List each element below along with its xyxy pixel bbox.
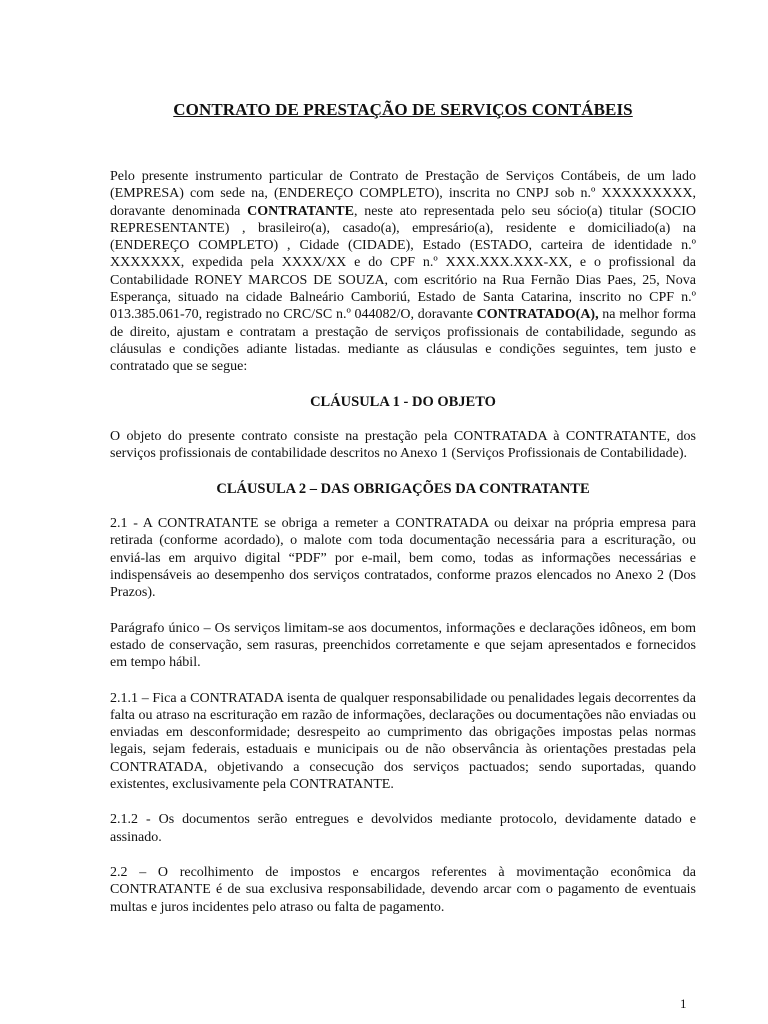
intro-text-part1: Pelo presente instrumento particular de Contrato de Prestação de Serviços Contábeis, de um lado (EMPRESA) com sede na, (ENDEREÇO COMPLETO), inscrita no CNPJ sob n.º XXXXXXXXX, doravante denominada (110, 169, 696, 219)
intro-text-part2: , neste ato representada pelo seu sócio(a) titular (SOCIO REPRESENTANTE) , brasileiro(a), casado(a), empresário(a), residente e domiciliado(a) na (ENDEREÇO COMPLETO) , Cidade (CIDADE), Estado (ESTADO, carteira de identidade n.º XXXXXXX, expedida pela XXXX/XX e do CPF n.º XXX.XXX.XXX-XX, e o profissional da Contabilidade RONEY MARCOS DE SOUZA, com escritório na Rua Fernão Dias Paes, 25, Nova Esperança, situado na cidade Balneário Camboriú, Estado de Santa Catarina, inscrito no CPF n.º 013.385.061-70, registrado no CRC/SC n.º 044082/O, doravante (110, 203, 697, 323)
contract-title: CONTRATO DE PRESTAÇÃO DE SERVIÇOS CONTÁBEIS (173, 100, 633, 119)
contratado-term: CONTRATADO(A), (476, 307, 599, 323)
document-body (110, 100, 696, 916)
clause-2-2-text: 2.2 – O recolhimento de impostos e encargos referentes à movimentação econômica da CONTRATANTE é de sua exclusiva responsabilidade, devendo arcar com o pagamento de eventuais multas e juros incidentes pelo atraso ou falta de pagamento. (110, 864, 696, 915)
clause-2-1-2-text: 2.1.2 - Os documentos serão entregues e devolvidos mediante protocolo, devidamente datado e assinado. (110, 812, 696, 845)
clause-1-text: O objeto do presente contrato consiste na prestação pela CONTRATADA à CONTRATANTE, dos serviços profissionais de contabilidade descritos no Anexo 1 (Serviços Profissionais de Contabilidade). (110, 428, 696, 461)
page-number: 1 (680, 996, 687, 1011)
clause-2-1-text: 2.1 - A CONTRATANTE se obriga a remeter a CONTRATADA ou deixar na própria empresa para retirada (conforme acordado), o malote com toda documentação necessária para a escrituração, ou enviá-las em arquivo digital “PDF” por e-mail, bem como, todas as informações necessárias e indispensáveis ao desempenho dos serviços contratados, conforme prazos elencados no Anexo 2 (Dos Prazos). (110, 516, 696, 601)
intro-paragraph (110, 168, 696, 376)
clause-2-1-1-text: 2.1.1 – Fica a CONTRATADA isenta de qualquer responsabilidade ou penalidades legais decorrentes da falta ou atraso na escrituração em razão de informações, declarações ou documentações não enviadas ou enviadas em desconformidade; desrespeito ao cumprimento das obrigações impostas pelas normas legais, sejam federais, estaduais e municipais ou de não observância às orientações prestadas pela CONTRATADA, objetivando a consecução dos serviços pactuados; sendo suportadas, quando existentes, exclusivamente pela CONTRATANTE. (110, 690, 696, 793)
intro-text-part3: na melhor forma de direito, ajustam e contratam a prestação de serviços profissionais de contabilidade, segundo as cláusulas e condições adiante listadas. mediante as cláusulas e condições seguintes, tem justo e contratado que se segue: (110, 307, 697, 375)
clause-1-heading: CLÁUSULA 1 - DO OBJETO (310, 393, 496, 410)
paragrafo-unico-text: Parágrafo único – Os serviços limitam-se aos documentos, informações e declarações idôneos, em bom estado de conservação, sem rasuras, preenchidos corretamente e que sejam apresentados e fornecidos em tempo hábil. (110, 620, 696, 671)
clause-2-heading: CLÁUSULA 2 – DAS OBRIGAÇÕES DA CONTRATANTE (216, 481, 590, 498)
contratante-term: CONTRATANTE (247, 203, 354, 219)
